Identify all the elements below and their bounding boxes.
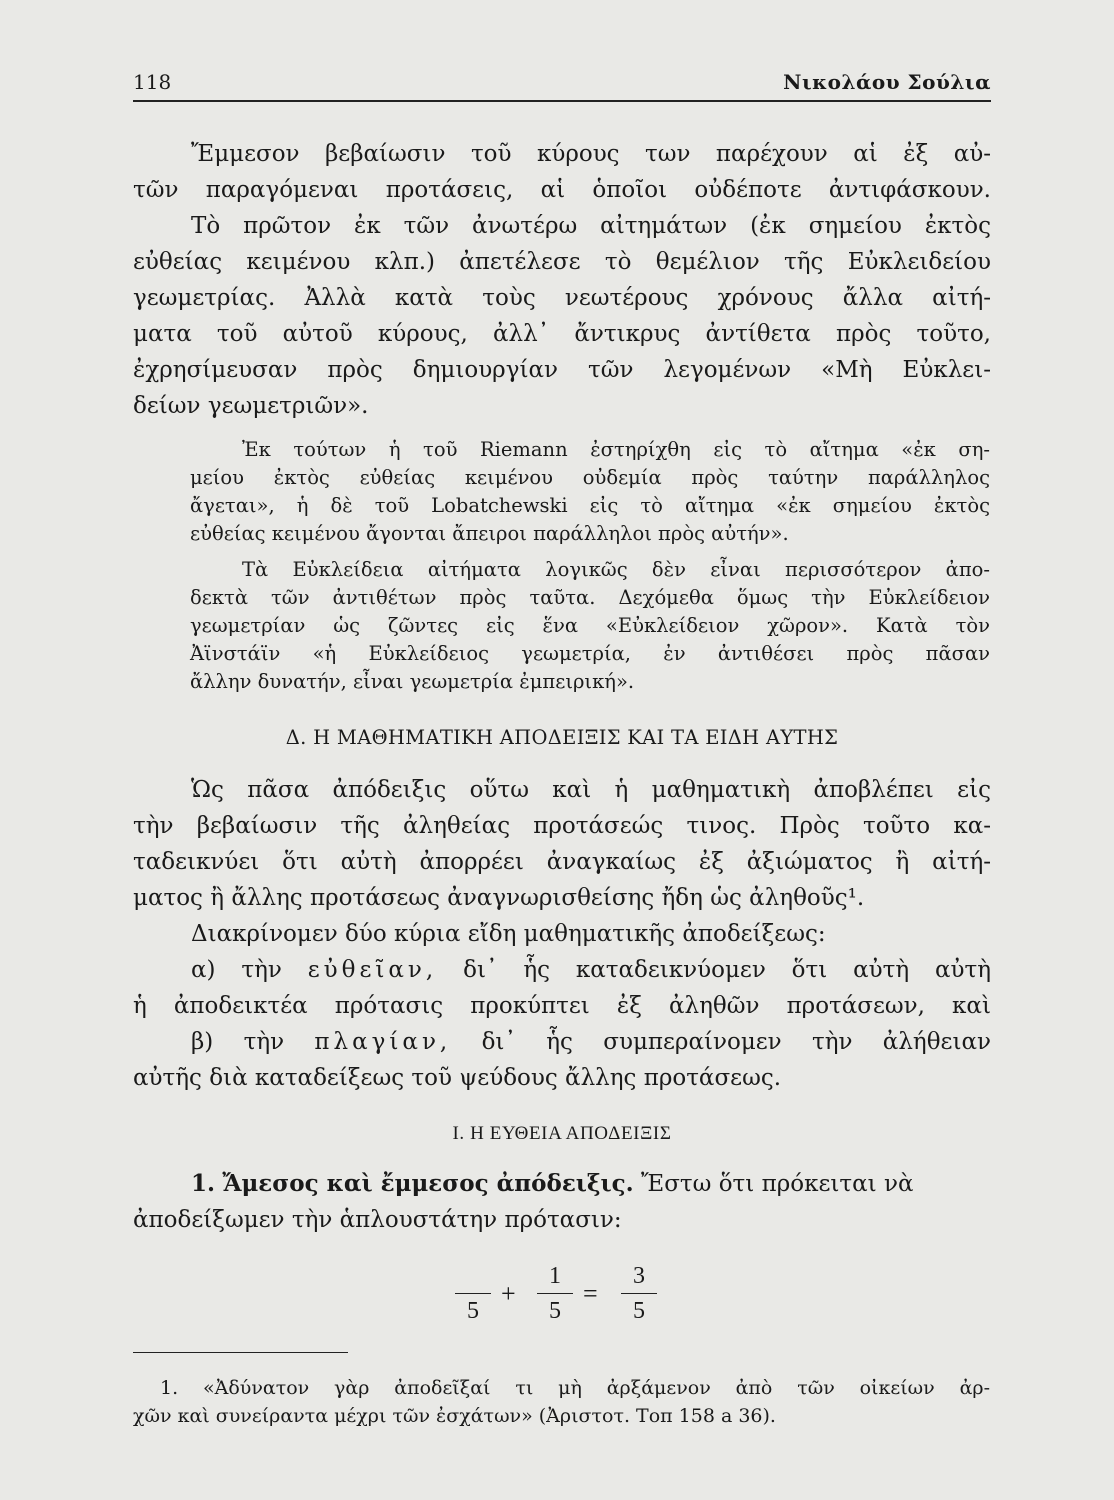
fraction <box>455 1262 491 1325</box>
text-line: τῶν παραγόμεναι προτάσεις, αἱ ὁποῖοι οὐδέποτε ἀντιφάσκουν. <box>133 177 991 203</box>
denominator: 5 <box>633 1298 645 1324</box>
text-line: γεωμετρίας. Ἀλλὰ κατὰ τοὺς νεωτέρους χρόνους ἄλλα αἰτή- <box>133 285 991 311</box>
text-line: ἐχρησίμευσαν πρὸς δημιουργίαν τῶν λεγομένων «Μὴ Εὐκλει- <box>133 357 991 383</box>
page-number: 118 <box>133 70 172 94</box>
numerator <box>455 1262 491 1290</box>
equation <box>455 1262 675 1328</box>
fraction <box>621 1262 657 1325</box>
footnote-line: χῶν καὶ συνείραντα μέχρι τῶν ἐσχάτων» (Ἀριστοτ. Τοπ 158 a 36). <box>133 1405 776 1427</box>
denominator: 5 <box>467 1298 479 1324</box>
running-head: Νικολάου Σούλια <box>783 70 991 94</box>
text-line: εὐθείας κειμένου κλπ.) ἀπετέλεσε τὸ θεμέλιον τῆς Εὐκλειδείου <box>133 249 991 275</box>
plus-sign: + <box>501 1279 516 1308</box>
numerator: 3 <box>633 1263 645 1289</box>
equals-sign: = <box>583 1279 598 1308</box>
item-term: εὐθεῖαν, <box>307 957 438 983</box>
small-text-line: ἄλλην δυνατήν, εἶναι γεωμετρία ἐμπειρική». <box>190 670 635 693</box>
fraction <box>537 1262 573 1325</box>
denominator: 5 <box>549 1298 561 1324</box>
text-line: ἀποδείξωμεν τὴν ἁπλουστάτην πρότασιν: <box>133 1207 622 1233</box>
text-line: Τὸ πρῶτον ἐκ τῶν ἀνωτέρω αἰτημάτων (ἐκ σημείου ἐκτὸς <box>191 213 991 239</box>
text-line: τὴν βεβαίωσιν τῆς ἀληθείας προτάσεώς τινος. Πρὸς τοῦτο κα- <box>133 813 991 839</box>
small-text-line: μείου ἐκτὸς εὐθείας κειμένου οὐδεμία πρὸς ταύτην παράλληλος <box>190 466 990 489</box>
subsection-title: Ἄμεσος καὶ ἔμμεσος ἀπόδειξις. <box>222 1170 634 1197</box>
footnote-line: 1. «Ἀδύνατον γὰρ ἀποδεῖξαί τι μὴ ἀρξάμενον ἀπὸ τῶν οἰκείων ἀρ- <box>160 1377 990 1399</box>
text-line: δείων γεωμετριῶν». <box>133 393 369 419</box>
small-text-line: γεωμετρίαν ὡς ζῶντες εἰς ἕνα «Εὐκλείδειον χῶρον». Κατὰ τὸν <box>190 614 990 637</box>
text-line: αὐτῆς διὰ καταδείξεως τοῦ ψεύδους ἄλλης προτάσεως. <box>133 1065 782 1091</box>
item-prefix: β) τὴν <box>191 1029 285 1055</box>
numerator: 1 <box>549 1263 561 1289</box>
item-term: πλαγίαν, <box>314 1029 452 1055</box>
page-header <box>133 70 991 102</box>
list-item-b <box>133 1024 991 1060</box>
section-heading: Ι. Η ΕΥΘΕΙΑ ΑΠΟΔΕΙΞΙΣ <box>452 1123 672 1144</box>
item-text: δι᾽ ἧς καταδεικνύομεν ὅτι αὐτὴ αὐτὴ <box>463 957 991 983</box>
text-line: ματα τοῦ αὐτοῦ κύρους, ἀλλ᾽ ἄντικρυς ἀντίθετα πρὸς τοῦτο, <box>133 321 991 347</box>
subsection-number: 1. <box>191 1170 216 1197</box>
small-text-line: Ἀϊνστάϊν «ἡ Εὐκλείδειος γεωμετρία, ἐν ἀντιθέσει πρὸς πᾶσαν <box>190 642 990 665</box>
text-line: Διακρίνομεν δύο κύρια εἴδη μαθηματικῆς ἀποδείξεως: <box>191 921 826 947</box>
item-text: δι᾽ ἧς συμπεραίνομεν τὴν ἀλήθειαν <box>481 1029 991 1055</box>
text-line: Ἔμμεσον βεβαίωσιν τοῦ κύρους των παρέχουν αἱ ἐξ αὐ- <box>191 141 991 167</box>
small-text-line: ἄγεται», ἡ δὲ τοῦ Lobatchewski εἰς τὸ αἴτημα «ἐκ σημείου ἐκτὸς <box>190 494 990 517</box>
small-text-line: εὐθείας κειμένου ἄγονται ἄπειροι παράλληλοι πρὸς αὐτήν». <box>190 522 789 545</box>
small-text-line: δεκτὰ τῶν ἀντιθέτων πρὸς ταῦτα. Δεχόμεθα ὅμως τὴν Εὐκλείδειον <box>190 586 990 609</box>
text-line: ματος ἢ ἄλλης προτάσεως ἀναγνωρισθείσης ἤδη ὡς ἀληθοῦς¹. <box>133 885 865 911</box>
text-line: ταδεικνύει ὅτι αὐτὴ ἀπορρέει ἀναγκαίως ἐξ ἀξιώματος ἢ αἰτή- <box>133 849 991 875</box>
text-line: ἡ ἀποδεικτέα πρότασις προκύπτει ἐξ ἀληθῶν προτάσεων, καὶ <box>133 993 991 1019</box>
section-heading: Δ. Η ΜΑΘΗΜΑΤΙΚΗ ΑΠΟΔΕΙΞΙΣ ΚΑΙ ΤΑ ΕΙΔΗ ΑΥΤΗΣ <box>285 726 839 749</box>
small-text-line: Τὰ Εὐκλείδεια αἰτήματα λογικῶς δὲν εἶναι περισσότερον ἀπο- <box>242 558 990 581</box>
subsection-text: Ἔστω ὅτι πρόκειται νὰ <box>641 1171 914 1197</box>
text-line: Ὡς πᾶσα ἀπόδειξις οὕτω καὶ ἡ μαθηματικὴ ἀποβλέπει εἰς <box>191 777 991 803</box>
small-text-line: Ἐκ τούτων ἡ τοῦ Riemann ἐστηρίχθη εἰς τὸ αἴτημα «ἐκ ση- <box>242 438 990 461</box>
footnote-rule <box>133 1352 348 1353</box>
list-item-a <box>133 952 991 988</box>
item-prefix: α) τὴν <box>191 957 282 983</box>
subsection-line <box>133 1166 991 1202</box>
